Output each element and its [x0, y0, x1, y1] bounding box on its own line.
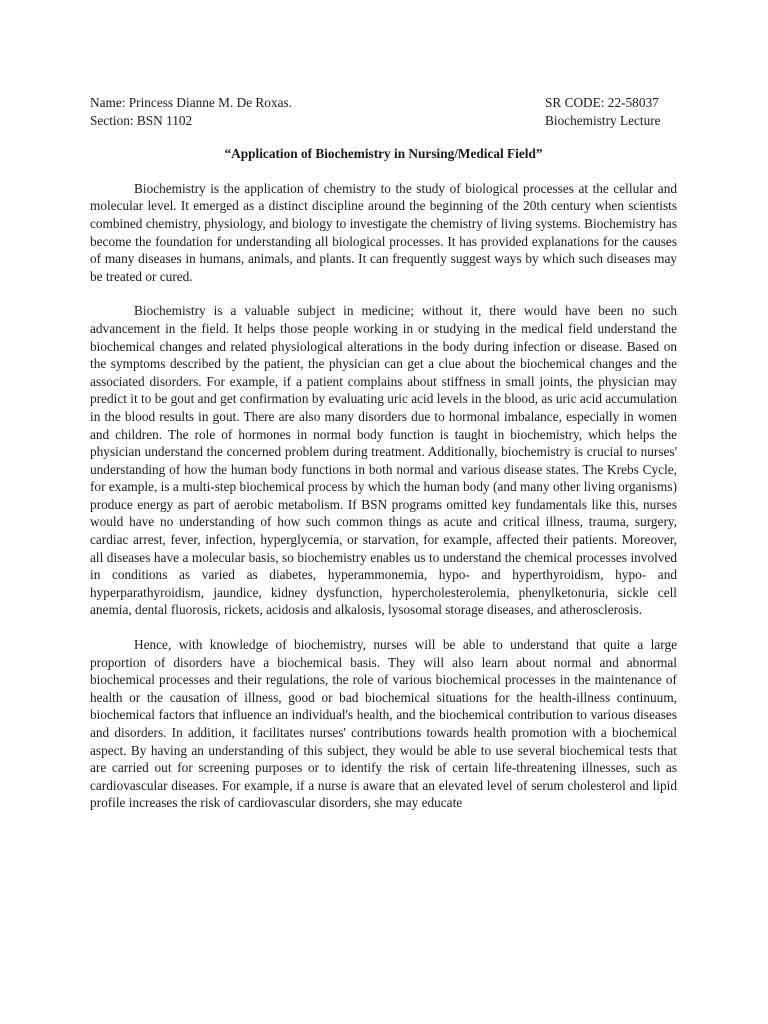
student-name: Name: Princess Dianne M. De Roxas.	[90, 95, 292, 110]
header-row-2	[90, 112, 677, 130]
document-page	[90, 94, 677, 829]
header-row-1	[90, 94, 677, 112]
sr-code: SR CODE: 22-58037	[545, 95, 659, 110]
paragraph-2: Biochemistry is a valuable subject in medicine; without it, there would have been no such advancement in the field. It helps those people working in or studying in the medical field understand the biochemical changes and related physiological alterations in the body during infection or disease. Based on the symptoms described by the patient, the physician can get a clue about the biochemical changes and the associated disorders. For example, if a patient complains about stiffness in small joints, the physician may predict it to be gout and get confirmation by evaluating uric acid levels in the blood, as uric acid accumulation in the blood results in gout. There are also many disorders due to hormonal imbalance, especially in women and children. The role of hormones in normal body function is taught in biochemistry, which helps the physician understand the concerned problem during treatment. Additionally, biochemistry is crucial to nurses' understanding of how the human body functions in both normal and various disease states. The Krebs Cycle, for example, is a multi-step biochemical process by which the human body (and many other living organisms) produce energy as part of aerobic metabolism. If BSN programs omitted key fundamentals like this, nurses would have no understanding of how such common things as acute and critical illness, trauma, surgery, cardiac arrest, fever, infection, hyperglycemia, or starvation, for example, affected their patients. Moreover, all diseases have a molecular basis, so biochemistry enables us to understand the chemical processes involved in conditions as varied as diabetes, hyperammonemia, hypo- and hyperthyroidism, hypo- and hyperparathyroidism, jaundice, kidney dysfunction, hypercholesterolemia, phenylketonuria, sickle cell anemia, dental fluorosis, rickets, acidosis and alkalosis, lysosomal storage diseases, and atherosclerosis.	[90, 303, 677, 618]
section: Section: BSN 1102	[90, 112, 193, 128]
paragraph-3: Hence, with knowledge of biochemistry, nurses will be able to understand that quite a large proportion of disorders have a biochemical basis. They will also learn about normal and abnormal biochemical processes and their regulations, the role of various biochemical processes in the maintenance of health or the causation of illness, good or bad biochemical situations for the health-illness continuum, biochemical factors that influence an individual's health, and the biochemical contribution to various diseases and disorders. In addition, it facilitates nurses' contributions towards health promotion with a biochemical aspect. By having an understanding of this subject, they would be able to use several biochemical tests that are carried out for screening purposes or to identify the risk of certain life-threatening illnesses, such as cardiovascular diseases. For example, if a nurse is aware that an elevated level of serum cholesterol and lipid profile increases the risk of cardiovascular disorders, she may educate	[90, 637, 677, 811]
document-title: “Application of Biochemistry in Nursing/Medical Field”	[224, 146, 543, 162]
paragraph-1: Biochemistry is the application of chemistry to the study of biological processes at the cellular and molecular level. It emerged as a distinct discipline around the beginning of the 20th century when scientists combined chemistry, physiology, and biology to investigate the chemistry of living systems. Biochemistry has become the foundation for understanding all biological processes. It has provided explanations for the causes of many diseases in humans, animals, and plants. It can frequently suggest ways by which such diseases may be treated or cured.	[90, 180, 677, 284]
course-name: Biochemistry Lecture	[545, 112, 661, 128]
